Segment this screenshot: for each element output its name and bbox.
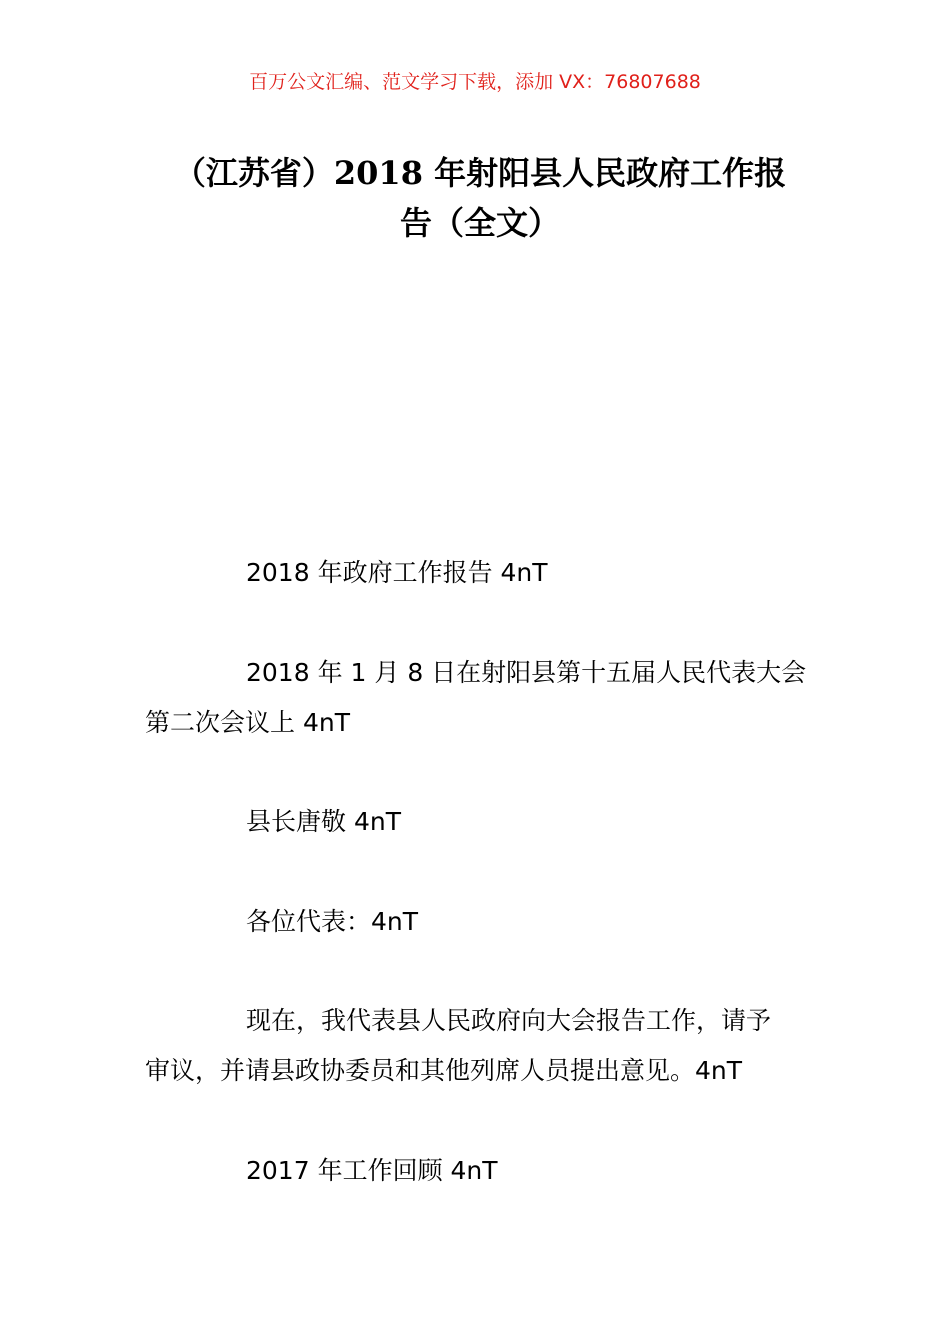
paragraph-report-heading [145, 548, 810, 598]
paragraph-line: 2017 年工作回顾 4nT [246, 1156, 498, 1185]
title-line-2: 告（全文） [399, 204, 560, 242]
paragraph-line: 县长唐敬 4nT [246, 807, 401, 836]
paragraph-line: 审议，并请县政协委员和其他列席人员提出意见。4nT [145, 1056, 743, 1085]
paragraph-line: 2018 年政府工作报告 4nT [246, 558, 548, 587]
title-line-1: （江苏省）2018 年射阳县人民政府工作报 [173, 154, 787, 192]
paragraph-line: 各位代表：4nT [246, 907, 419, 936]
paragraph-salutation [145, 897, 810, 947]
paragraph-meeting-info [145, 648, 810, 748]
paragraph-line: 第二次会议上 4nT [145, 708, 350, 737]
paragraph-speaker [145, 797, 810, 847]
paragraph-opening [145, 996, 810, 1096]
document-title [150, 148, 810, 248]
header-watermark-note: 百万公文汇编、范文学习下载，添加 VX：76807688 [249, 71, 701, 93]
paragraph-line: 现在，我代表县人民政府向大会报告工作，请予 [246, 1006, 772, 1035]
paragraph-line: 2018 年 1 月 8 日在射阳县第十五届人民代表大会 [246, 658, 807, 687]
paragraph-section-heading [145, 1146, 810, 1196]
